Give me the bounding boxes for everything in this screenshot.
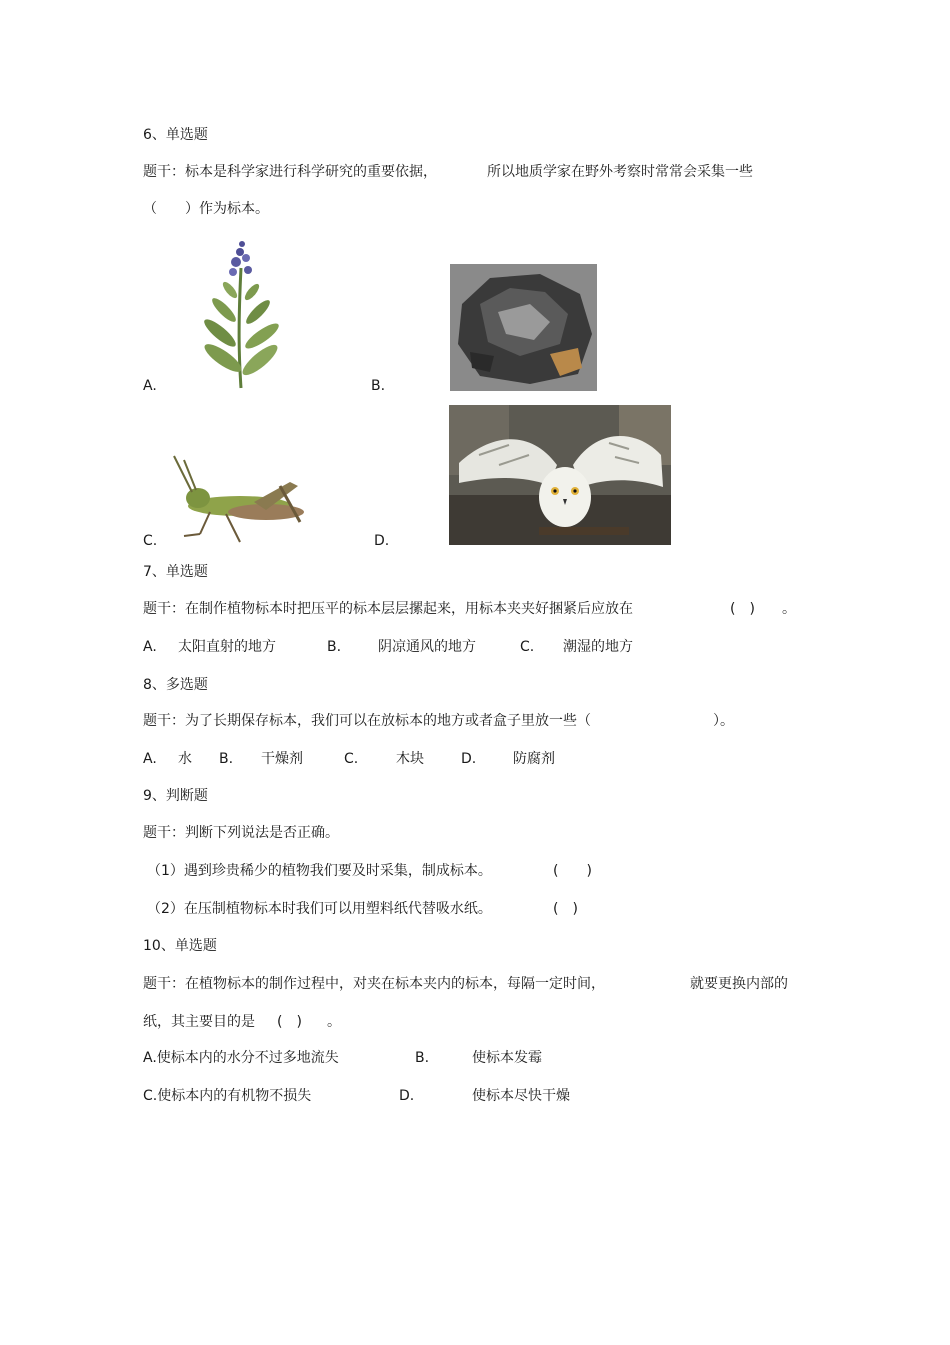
grasshopper-icon <box>170 452 310 546</box>
q9-stem: 题干：判断下列说法是否正确。 <box>143 825 339 841</box>
q10-title: 10、单选题 <box>143 938 217 954</box>
q10-option-c: C.使标本内的有机物不损失 <box>143 1088 312 1104</box>
q7-option-b-label: B. <box>327 639 342 655</box>
q8-option-c-text: 木块 <box>396 751 424 767</box>
q7-stem-end: 。 <box>782 601 796 617</box>
q6-stem-part3: （ ）作为标本。 <box>143 201 269 217</box>
q8-option-a-label: A. <box>143 751 157 767</box>
q7-option-c-text: 潮湿的地方 <box>563 639 633 655</box>
q9-item-2: （2）在压制植物标本时我们可以用塑料纸代替吸水纸。 <box>147 901 492 917</box>
q8-stem: 题干：为了长期保存标本，我们可以在放标本的地方或者盒子里放一些（ <box>143 713 591 729</box>
q6-stem-part2: 所以地质学家在野外考察时常常会采集一些 <box>487 164 753 180</box>
q7-title: 7、单选题 <box>143 564 208 580</box>
q10-blank: ( ) <box>277 1014 302 1030</box>
q10-stem-part1: 题干：在植物标本的制作过程中，对夹在标本夹内的标本，每隔一定时间， <box>143 976 605 992</box>
q10-option-a: A.使标本内的水分不过多地流失 <box>143 1050 339 1066</box>
q9-item-2-blank: ( ) <box>553 901 578 917</box>
q6-option-c-label: C. <box>143 533 158 549</box>
q6-option-d-label: D. <box>374 533 390 549</box>
plant-icon <box>178 238 304 390</box>
q8-title: 8、多选题 <box>143 677 208 693</box>
q6-option-a-label: A. <box>143 378 157 394</box>
q10-option-d-label: D. <box>399 1088 415 1104</box>
q8-option-c-label: C. <box>344 751 359 767</box>
q9-item-1-blank: ( ) <box>553 863 592 879</box>
q8-option-b-label: B. <box>219 751 234 767</box>
q6-option-b-label: B. <box>371 378 386 394</box>
rock-icon <box>450 264 597 391</box>
q8-option-b-text: 干燥剂 <box>261 751 303 767</box>
q10-stem-part2: 就要更换内部的 <box>690 976 788 992</box>
q7-option-a-text: 太阳直射的地方 <box>178 639 276 655</box>
q10-option-b-label: B. <box>415 1050 430 1066</box>
q9-item-1: （1）遇到珍贵稀少的植物我们要及时采集，制成标本。 <box>147 863 492 879</box>
q7-option-c-label: C. <box>520 639 535 655</box>
q8-option-a-text: 水 <box>178 751 192 767</box>
q6-title: 6、单选题 <box>143 127 208 143</box>
q7-blank: ( ) <box>730 601 755 617</box>
q7-stem: 题干：在制作植物标本时把压平的标本层层摞起来，用标本夹夹好捆紧后应放在 <box>143 601 633 617</box>
q8-option-d-label: D. <box>461 751 477 767</box>
q8-option-d-text: 防腐剂 <box>513 751 555 767</box>
q10-stem-part3: 纸，其主要目的是 <box>143 1014 255 1030</box>
q10-stem-end: 。 <box>327 1014 341 1030</box>
q7-option-a-label: A. <box>143 639 157 655</box>
owl-icon <box>449 405 671 545</box>
q10-option-d-text: 使标本尽快干燥 <box>472 1088 570 1104</box>
q7-option-b-text: 阴凉通风的地方 <box>378 639 476 655</box>
q8-stem-end: ）。 <box>713 713 734 729</box>
q6-stem-part1: 题干：标本是科学家进行科学研究的重要依据， <box>143 164 437 180</box>
q10-option-b-text: 使标本发霉 <box>472 1050 542 1066</box>
q9-title: 9、判断题 <box>143 788 208 804</box>
